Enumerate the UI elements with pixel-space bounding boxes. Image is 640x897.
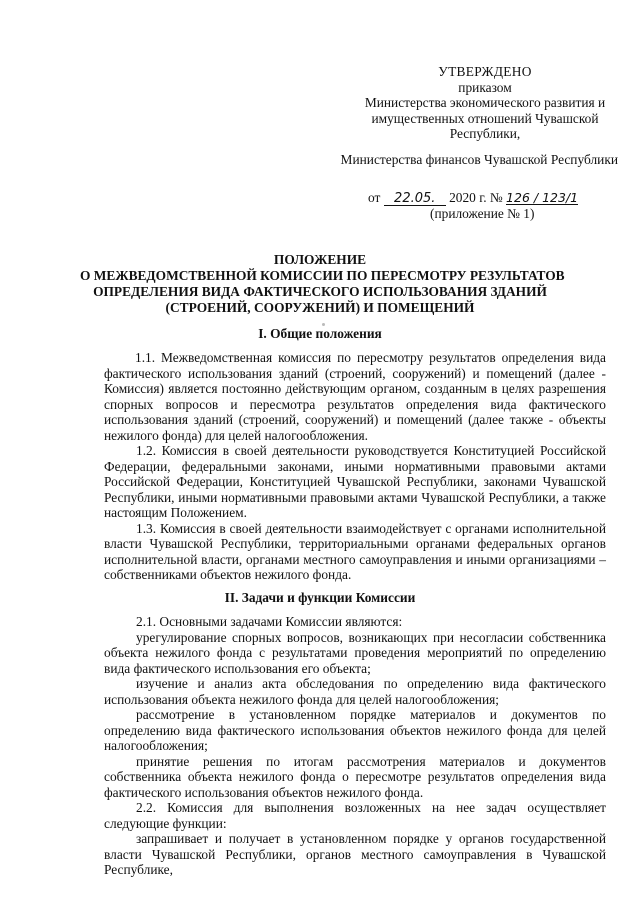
paragraph: рассмотрение в установленном порядке материалов и документов по определению вида фактического использования объектов нежилого фонда для целей налогообложения;: [104, 707, 606, 753]
paragraph: 2.2. Комиссия для выполнения возложенных на нее задач осуществляет следующие функции:: [104, 800, 606, 831]
approval-line: Республики,: [449, 126, 521, 141]
title-line: ОПРЕДЕЛЕНИЯ ВИДА ФАКТИЧЕСКОГО ИСПОЛЬЗОВАНИЯ ЗДАНИЙ: [93, 284, 547, 299]
approval-heading: УТВЕРЖДЕНО: [438, 64, 532, 79]
approval-line: имущественных отношений Чувашской: [371, 110, 599, 126]
handwritten-date: 22.05.: [384, 192, 446, 206]
paragraph: 1.1. Межведомственная комиссия по пересмотру результатов определения вида фактического использования зданий (строений, сооружений) и помещений (далее - Комиссия) является постоянно действующим органом, созданным в целях разрешения спорных вопросов и пересмотра результатов определения вида фактического использования зданий (строений, сооружений) и помещений (далее также - объекты нежилого фонда) для целей налогообложения.: [104, 350, 606, 443]
paragraph: 2.1. Основными задачами Комиссии являются:: [136, 614, 403, 629]
date-prefix: от: [368, 190, 381, 205]
title-line: О МЕЖВЕДОМСТВЕННОЙ КОМИССИИ ПО ПЕРЕСМОТРУ РЕЗУЛЬТАТОВ: [80, 268, 565, 283]
paragraph: запрашивает и получает в установленном порядке у органов государственной власти Чувашской Республики, органов местного самоуправления в Чувашской Республике,: [104, 831, 606, 877]
section-heading: II. Задачи и функции Комиссии: [224, 590, 416, 605]
ministry-finance: Министерства финансов Чувашской Республики: [340, 152, 618, 167]
approval-line: Министерства экономического развития и: [364, 95, 606, 110]
appendix-label: (приложение № 1): [430, 206, 535, 221]
year-text: 2020 г. №: [449, 190, 503, 205]
paragraph: 1.3. Комиссия в своей деятельности взаимодействует с органами исполнительной власти Чувашской Республики, территориальными органами федеральных органов исполнительной власти, органами местного самоуправления и иными организациями – собственниками объектов нежилого фонда.: [104, 520, 606, 582]
paragraph: 1.2. Комиссия в своей деятельности руководствуется Конституцией Российской Федерации, федеральными законами, иными нормативными правовыми актами Российской Федерации, Конституцией Чувашской Республики, законами Чувашской Республики, иными нормативными правовыми актами Чувашской Республики, а также настоящим Положением.: [104, 443, 606, 520]
approval-stamp: [360, 64, 610, 142]
title-line: ПОЛОЖЕНИЕ: [273, 252, 367, 267]
paragraph: урегулирование спорных вопросов, возникающих при несогласии собственника объекта нежилого фонда с результатами проведения мероприятий по определению вида фактического использования его объекта;: [104, 629, 606, 676]
paragraph: изучение и анализ акта обследования по определению вида фактического использования объекта нежилого фонда для целей налогообложения;: [104, 676, 606, 707]
order-date-number: [368, 190, 608, 206]
title-line: (СТРОЕНИЙ, СООРУЖЕНИЙ) И ПОМЕЩЕНИЙ: [165, 300, 475, 315]
document-title: [80, 252, 565, 316]
section-2-text: [104, 614, 606, 878]
handwritten-order-number: 126 / 123/1: [506, 190, 579, 205]
paragraph: принятие решения по итогам рассмотрения материалов и документов собственника объекта нежилого фонда о пересмотре результатов определения вида фактического использования объектов нежилого фонда.: [104, 753, 606, 800]
section-heading: I. Общие положения: [258, 326, 382, 341]
approval-line: приказом: [458, 79, 512, 95]
section-1-text: [104, 350, 606, 583]
